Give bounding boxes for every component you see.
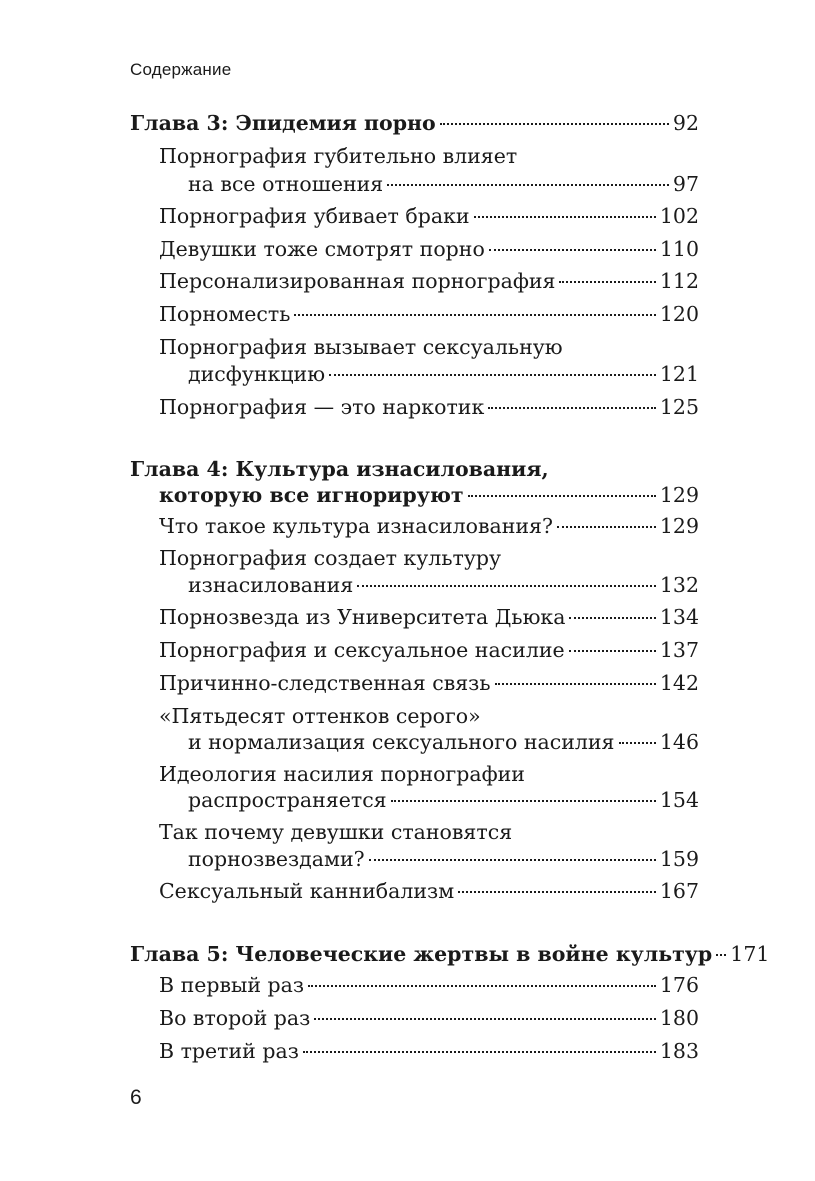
toc-entry-line[interactable] (130, 333, 699, 361)
toc-title: Сексуальный каннибализм (159, 879, 455, 903)
toc-page-number: 154 (659, 788, 699, 812)
toc-title: Персонализированная порнография (159, 269, 556, 293)
dot-leader (303, 1051, 656, 1053)
dot-leader (458, 891, 656, 893)
dot-leader (440, 123, 669, 125)
toc-page-number: 142 (659, 671, 699, 695)
dot-leader (294, 314, 655, 316)
toc-entry-line[interactable] (130, 544, 699, 572)
toc-title: Порнозвезда из Университета Дьюка (159, 605, 566, 629)
dot-leader (559, 281, 655, 283)
dot-leader (468, 495, 656, 497)
toc-entry-line-continued[interactable] (130, 170, 699, 198)
toc-entry[interactable] (130, 393, 699, 421)
dot-leader (369, 859, 656, 861)
toc-page-number: 132 (659, 573, 699, 597)
toc-entry[interactable] (130, 877, 699, 905)
dot-leader (569, 617, 655, 619)
dot-leader (329, 374, 656, 376)
toc-title: Причинно-следственная связь (159, 671, 491, 695)
page-number: 6 (130, 1086, 142, 1109)
dot-leader (557, 526, 656, 528)
toc-title: Глава 4: Культура изнасилования, (130, 457, 549, 481)
toc-entry-line[interactable] (130, 702, 699, 730)
toc-entry[interactable] (130, 1037, 699, 1065)
toc-page-number: 176 (659, 973, 699, 997)
dot-leader (308, 985, 656, 987)
toc-page-number: 121 (659, 362, 699, 386)
dot-leader (495, 683, 656, 685)
toc-title: и нормализация сексуального насилия (188, 730, 615, 754)
toc-page-number: 92 (672, 111, 699, 135)
toc-entry-line-continued[interactable] (130, 728, 699, 756)
toc-entry-line-continued[interactable] (130, 571, 699, 599)
toc-entry[interactable] (130, 202, 699, 230)
dot-leader (619, 742, 656, 744)
toc-entry[interactable] (130, 1004, 699, 1032)
dot-leader (314, 1018, 656, 1020)
dot-leader (716, 954, 726, 956)
toc-title: Порнография — это наркотик (159, 395, 485, 419)
toc-entry-line[interactable] (130, 760, 699, 788)
toc-title: изнасилования (188, 573, 354, 597)
toc-title: «Пятьдесят оттенков серого» (159, 704, 481, 728)
toc-title: Глава 3: Эпидемия порно (130, 111, 436, 135)
toc-entry[interactable] (130, 971, 699, 999)
toc-entry[interactable] (130, 267, 699, 295)
toc-page-number: 171 (730, 942, 770, 966)
toc-title: Порноместь (159, 302, 291, 326)
toc-entry[interactable] (130, 512, 699, 540)
toc-entry-chapter-4[interactable] (130, 455, 699, 483)
toc-entry-line[interactable] (130, 142, 699, 170)
toc-page-number: 146 (659, 730, 699, 754)
toc-title: Что такое культура изнасилования? (159, 514, 553, 538)
toc-page-number: 112 (659, 269, 699, 293)
toc-page-number: 129 (659, 514, 699, 538)
toc-page-number: 120 (659, 302, 699, 326)
toc-page-number: 180 (659, 1006, 699, 1030)
toc-title: Порнография убивает браки (159, 204, 470, 228)
toc-page-number: 110 (659, 237, 699, 261)
toc-title: Порнография губительно влияет (159, 144, 518, 168)
toc-title: Идеология насилия порнографии (159, 762, 525, 786)
dot-leader (474, 216, 656, 218)
toc-entry[interactable] (130, 636, 699, 664)
toc-title: которую все игнорируют (159, 483, 464, 507)
toc-entry-chapter-3[interactable] (130, 109, 699, 137)
toc-page-number: 102 (659, 204, 699, 228)
toc-title: В первый раз (159, 973, 305, 997)
dot-leader (488, 407, 656, 409)
toc-entry-chapter-4-continued[interactable] (130, 481, 699, 509)
toc-title: на все отношения (188, 172, 384, 196)
toc-page-number: 125 (659, 395, 699, 419)
toc-page-number: 137 (659, 638, 699, 662)
toc-entry[interactable] (130, 669, 699, 697)
toc-entry-line-continued[interactable] (130, 360, 699, 388)
dot-leader (357, 585, 656, 587)
toc-entry[interactable] (130, 300, 699, 328)
toc-title: Глава 5: Человеческие жертвы в войне культур (130, 942, 713, 966)
toc-title: порнозвездами? (188, 847, 365, 871)
dot-leader (569, 650, 656, 652)
toc-title: дисфункцию (188, 362, 326, 386)
toc-entry-chapter-5[interactable] (130, 940, 770, 968)
toc-page-number: 159 (659, 847, 699, 871)
toc-page-number: 134 (659, 605, 699, 629)
toc-title: распространяется (188, 788, 387, 812)
toc-entry-line[interactable] (130, 818, 699, 846)
toc-page-number: 97 (672, 172, 699, 196)
running-head: Содержание (130, 60, 232, 79)
dot-leader (387, 184, 669, 186)
toc-entry-line-continued[interactable] (130, 786, 699, 814)
toc-title: Порнография вызывает сексуальную (159, 335, 563, 359)
toc-title: Так почему девушки становятся (159, 820, 513, 844)
toc-entry[interactable] (130, 235, 699, 263)
toc-page-number: 183 (659, 1039, 699, 1063)
toc-title: Порнография и сексуальное насилие (159, 638, 565, 662)
dot-leader (391, 800, 656, 802)
toc-page-number: 167 (659, 879, 699, 903)
toc-title: Девушки тоже смотрят порно (159, 237, 485, 261)
toc-entry[interactable] (130, 603, 699, 631)
toc-entry-line-continued[interactable] (130, 845, 699, 873)
dot-leader (489, 249, 656, 251)
toc-page-number: 129 (659, 483, 699, 507)
toc-title: Во второй раз (159, 1006, 311, 1030)
toc-title: В третий раз (159, 1039, 299, 1063)
toc-title: Порнография создает культуру (159, 546, 502, 570)
